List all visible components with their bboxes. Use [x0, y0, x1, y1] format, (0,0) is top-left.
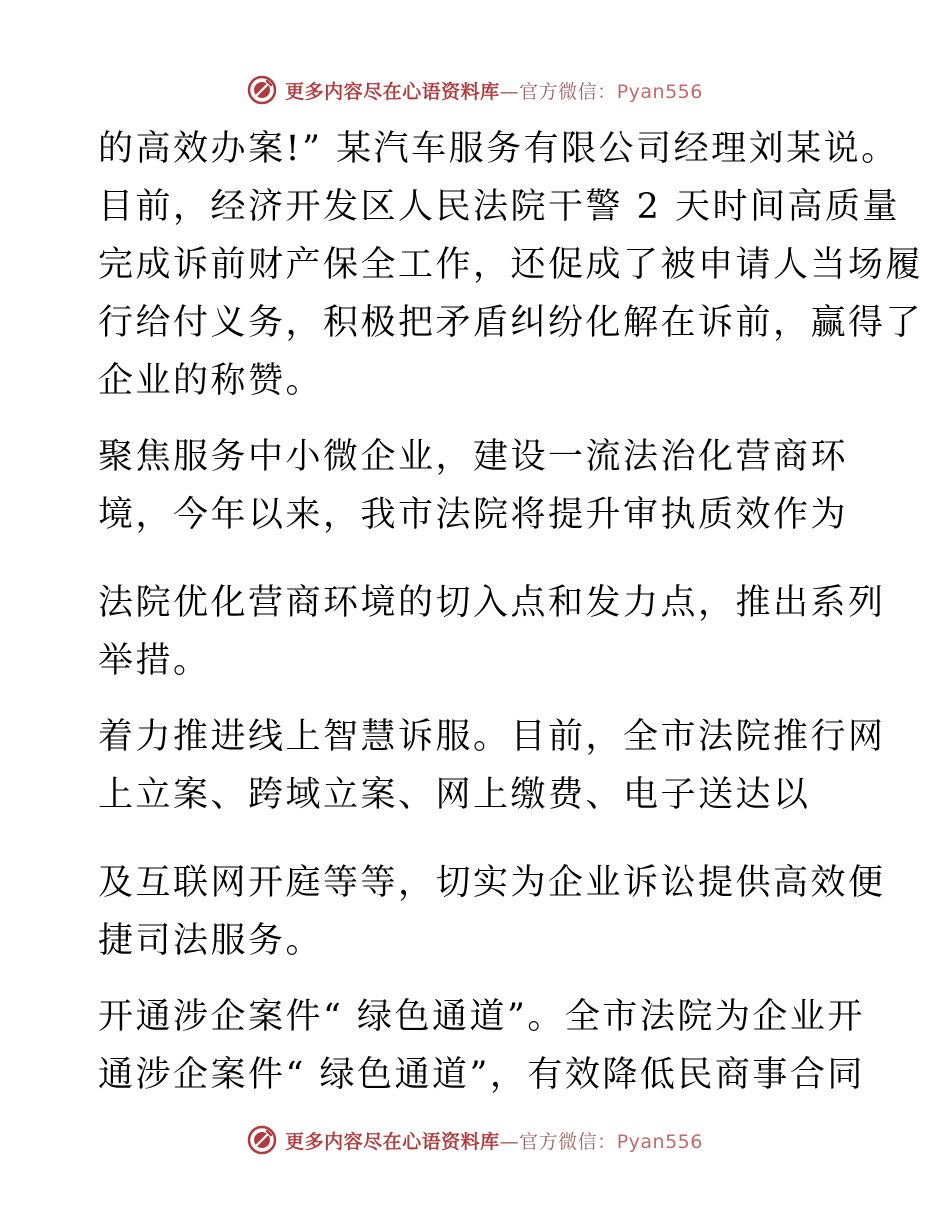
text-line: 举措。	[98, 641, 211, 681]
text-line: 捷司法服务。	[98, 921, 324, 961]
paragraph	[98, 988, 878, 1104]
text-line: 境，今年以来，我市法院将提升审执质效作为	[98, 495, 849, 535]
seal-logo-icon	[247, 1125, 277, 1155]
watermark-wechat-handle: Pyan556	[616, 80, 703, 103]
header-watermark-banner	[0, 70, 950, 110]
text-line: 通涉企案件“ 绿色通道”，有效降低民商事合同	[98, 1055, 865, 1095]
text-line: 着力推进线上智慧诉服。目前，全市法院推行网	[98, 717, 886, 757]
watermark-wechat-handle: Pyan556	[616, 1130, 703, 1153]
watermark-dash: —	[499, 1130, 520, 1153]
watermark-text	[285, 1127, 703, 1154]
paragraph	[98, 120, 924, 410]
watermark-main-text: 更多内容尽在心语资料库	[285, 1130, 500, 1153]
watermark-dash: —	[499, 80, 520, 103]
text-line: 开通涉企案件“ 绿色通道”。全市法院为企业开	[98, 997, 865, 1037]
watermark-wechat-label: 官方微信：	[519, 1130, 617, 1153]
text-line: 目前，经济开发区人民法院干警 2 天时间高质量	[98, 187, 901, 227]
text-line: 及互联网开庭等等，切实为企业诉讼提供高效便	[98, 863, 886, 903]
text-line: 的高效办案!” 某汽车服务有限公司经理刘某说。	[98, 129, 899, 169]
watermark-main-text: 更多内容尽在心语资料库	[285, 80, 500, 103]
text-line: 企业的称赞。	[98, 361, 324, 401]
paragraph	[98, 574, 886, 690]
watermark-text	[285, 77, 703, 104]
text-line: 行给付义务，积极把矛盾纠纷化解在诉前，赢得了	[98, 303, 924, 343]
paragraph	[98, 708, 886, 824]
text-line: 聚焦服务中小微企业，建设一流法治化营商环	[98, 437, 849, 477]
paragraph	[98, 854, 886, 970]
text-line: 上立案、跨域立案、网上缴费、电子送达以	[98, 775, 811, 815]
text-line: 完成诉前财产保全工作，还促成了被申请人当场履	[98, 245, 924, 285]
document-body	[98, 120, 924, 1104]
footer-watermark-banner	[0, 1120, 950, 1160]
text-line: 法院优化营商环境的切入点和发力点，推出系列	[98, 583, 886, 623]
seal-logo-icon	[247, 75, 277, 105]
watermark-wechat-label: 官方微信：	[519, 80, 617, 103]
paragraph	[98, 428, 878, 544]
